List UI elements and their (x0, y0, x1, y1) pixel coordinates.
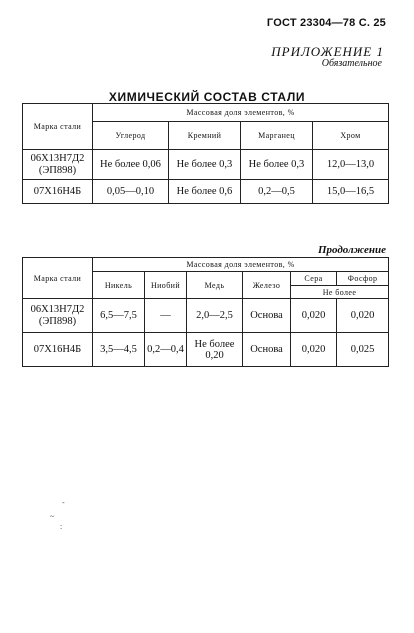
column-header: Медь (187, 272, 243, 299)
value-cell: Основа (243, 333, 291, 367)
grade-cell (23, 180, 93, 204)
value-cell: 2,0—2,5 (187, 299, 243, 333)
column-header: Кремний (169, 122, 241, 150)
table-row (23, 333, 389, 367)
document-title: ХИМИЧЕСКИЙ СОСТАВ СТАЛИ (108, 90, 306, 104)
scan-speck: - (62, 498, 65, 507)
value-cell: 15,0—16,5 (313, 180, 389, 204)
value-cell: 3,5—4,5 (93, 333, 145, 367)
composition-table-1 (22, 103, 389, 204)
value-cell: 12,0—13,0 (313, 150, 389, 180)
value-cell: 0,2—0,5 (241, 180, 313, 204)
standard-header: ГОСТ 23304—78 С. 25 (266, 17, 386, 29)
value-cell: 6,5—7,5 (93, 299, 145, 333)
grade-name: 07Х16Н4Б (33, 185, 82, 197)
column-header: Сера (291, 272, 337, 286)
column-header: Железо (243, 272, 291, 299)
mandatory-label: Обязательное (321, 58, 382, 69)
column-header: Хром (313, 122, 389, 150)
value-cell: Не более 0,3 (169, 150, 241, 180)
value-cell: Не более 0,06 (93, 150, 169, 180)
scan-speck: ~ (50, 512, 55, 521)
column-header: Ниобий (145, 272, 187, 299)
value-cell: 0,020 (291, 333, 337, 367)
mass-fraction-header: Массовая доля элементов, % (93, 104, 389, 122)
grade-alt-name: (ЭП898) (38, 315, 77, 327)
table-row (23, 150, 389, 180)
column-header: Марганец (241, 122, 313, 150)
grade-cell (23, 333, 93, 367)
grade-name: 06Х13Н7Д2 (30, 303, 85, 315)
value-cell: Не более 0,20 (187, 333, 243, 367)
column-header: Никель (93, 272, 145, 299)
scan-speck: : (60, 522, 63, 531)
value-cell: 0,020 (291, 299, 337, 333)
grade-cell (23, 150, 93, 180)
grade-cell (23, 299, 93, 333)
table-row (23, 180, 389, 204)
grade-header: Марка стали (23, 258, 93, 299)
column-header: Фосфор (337, 272, 389, 286)
mass-fraction-header: Массовая доля элементов, % (93, 258, 389, 272)
sub-column-note: Не более (291, 286, 389, 299)
grade-name: 06Х13Н7Д2 (30, 152, 85, 164)
value-cell: 0,05—0,10 (93, 180, 169, 204)
value-cell: Не более 0,6 (169, 180, 241, 204)
appendix-label: ПРИЛОЖЕНИЕ 1 (271, 44, 384, 59)
grade-name: 07Х16Н4Б (33, 343, 82, 355)
value-cell: 0,2—0,4 (145, 333, 187, 367)
value-cell: — (145, 299, 187, 333)
column-header: Углерод (93, 122, 169, 150)
value-cell: 0,025 (337, 333, 389, 367)
continuation-label: Продолжение (317, 244, 386, 256)
grade-header: Марка стали (23, 104, 93, 150)
table-row (23, 299, 389, 333)
value-cell: Основа (243, 299, 291, 333)
composition-table-2 (22, 257, 389, 367)
value-cell: Не более 0,3 (241, 150, 313, 180)
grade-alt-name: (ЭП898) (38, 164, 77, 176)
value-cell: 0,020 (337, 299, 389, 333)
